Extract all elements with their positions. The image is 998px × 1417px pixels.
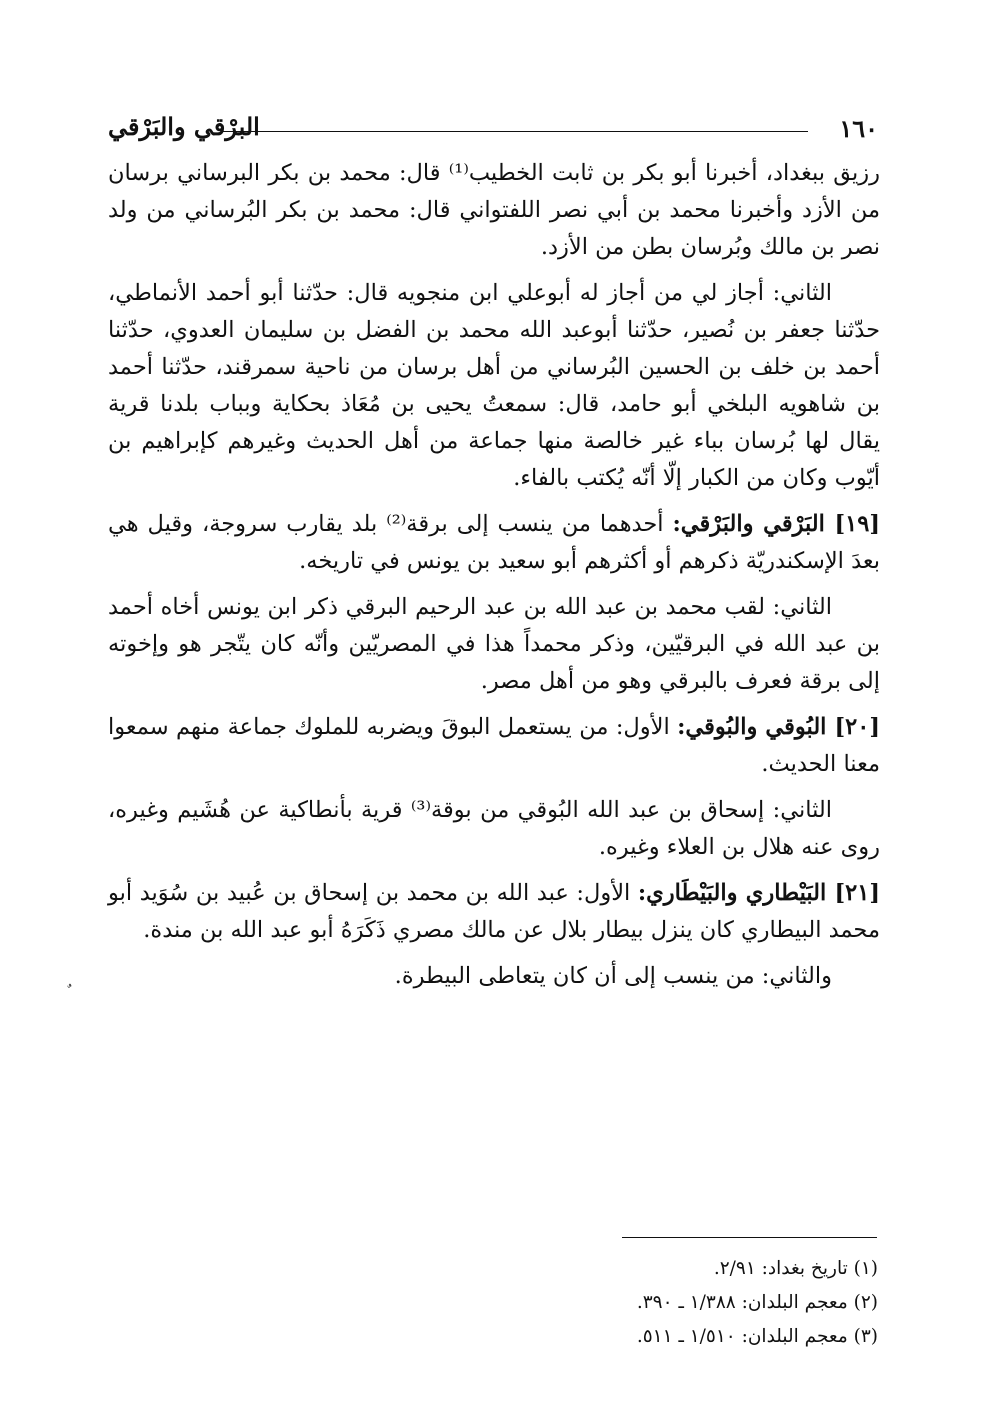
page-header [108, 112, 878, 152]
entry-paragraph-19 [108, 506, 880, 580]
footnote-1: (١) تاريخ بغداد: ٢/٩١. [713, 1258, 878, 1279]
entry-text: الأول: عبد الله بن محمد بن إسحاق بن عُبيد بن سُوَيد أبو محمد البيطاري كان ينزل بيطار بلال عن مالك مصري ذَكَرَهُ أبو عبد الله بن مندة. [108, 880, 880, 943]
page-number: ١٦٠ [839, 114, 878, 143]
footnote-rule [622, 1237, 877, 1238]
entry-paragraph-21 [108, 875, 880, 949]
footnotes [440, 1252, 878, 1354]
entry-text: أحدهما من ينسب إلى برقة⁽²⁾ بلد يقارب سروجة، وقيل هي بعدَ الإسكندريّة ذكرهم أو أكثرهم أبو سعيد بن يونس في تاريخه. [108, 511, 880, 574]
main-text [108, 155, 880, 1004]
entry-paragraph-20 [108, 709, 880, 783]
entry-text: الأول: من يستعمل البوقَ ويضربه للملوك جماعة منهم سمعوا معنا الحديث. [108, 714, 880, 777]
paragraph: الثاني: إسحاق بن عبد الله البُوقي من بوقة⁽³⁾ قرية بأنطاكية عن هُشَيم وغيره، روى عنه هلال بن العلاء وغيره. [108, 797, 880, 860]
paragraph-continuation: رزيق ببغداد، أخبرنا أبو بكر بن ثابت الخطيب⁽¹⁾ قال: محمد بن بكر البرساني برسان من الأزد وأخبرنا محمد بن أبي نصر اللفتواني قال: محمد بن بكر البُرساني من ولد نصر بن مالك وبُرسان بطن من الأزد. [108, 160, 881, 260]
paragraph: والثاني: من ينسب إلى أن كان يتعاطى البيطرة. [394, 963, 832, 989]
running-title: البرْقي والبَرْقي [108, 112, 260, 141]
footnote-3: (٣) معجم البلدان: ١/٥١٠ ـ ٥١١. [636, 1326, 878, 1347]
footnote-2: (٢) معجم البلدان: ١/٣٨٨ ـ ٣٩٠. [636, 1292, 878, 1313]
header-rule [223, 131, 808, 132]
entry-title: [٢١] البَيْطاري والبَيْطَاري: [637, 880, 880, 906]
paragraph: الثاني: أجاز لي من أجاز له أبوعلي ابن منجويه قال: حدّثنا أبو أحمد الأنماطي، حدّثنا جعفر بن نُصير، حدّثنا أبوعبد الله محمد بن الفضل بن سليمان العدوي، حدّثنا أحمد بن خلف بن الحسين البُرساني من أهل برسان من ناحية سمرقند، حدّثنا أحمد بن شاهويه البلخي أبو حامد، قال: سمعتُ يحيى بن مُعَاذ بحكاية وبباب بلدنا قرية يقال لها بُرسان بباء غير خالصة منها جماعة من أهل الحديث وغيرهم كإبراهيم بن أيّوب وكان من الكبار إلّا أنّه يُكتب بالفاء. [108, 280, 880, 491]
entry-title: [١٩] البَرْقي والبَرْقي: [672, 511, 880, 537]
paragraph: الثاني: لقب محمد بن عبد الله بن عبد الرحيم البرقي ذكر ابن يونس أخاه أحمد بن عبد الله في البرقيّين، وذكر محمداً هذا في المصريّين وأنّه كان يتّجر هو وإخوته إلى برقة فعرف بالبرقي وهو من أهل مصر. [108, 594, 880, 694]
entry-title: [٢٠] البُوقي والبُوقي: [677, 714, 880, 740]
